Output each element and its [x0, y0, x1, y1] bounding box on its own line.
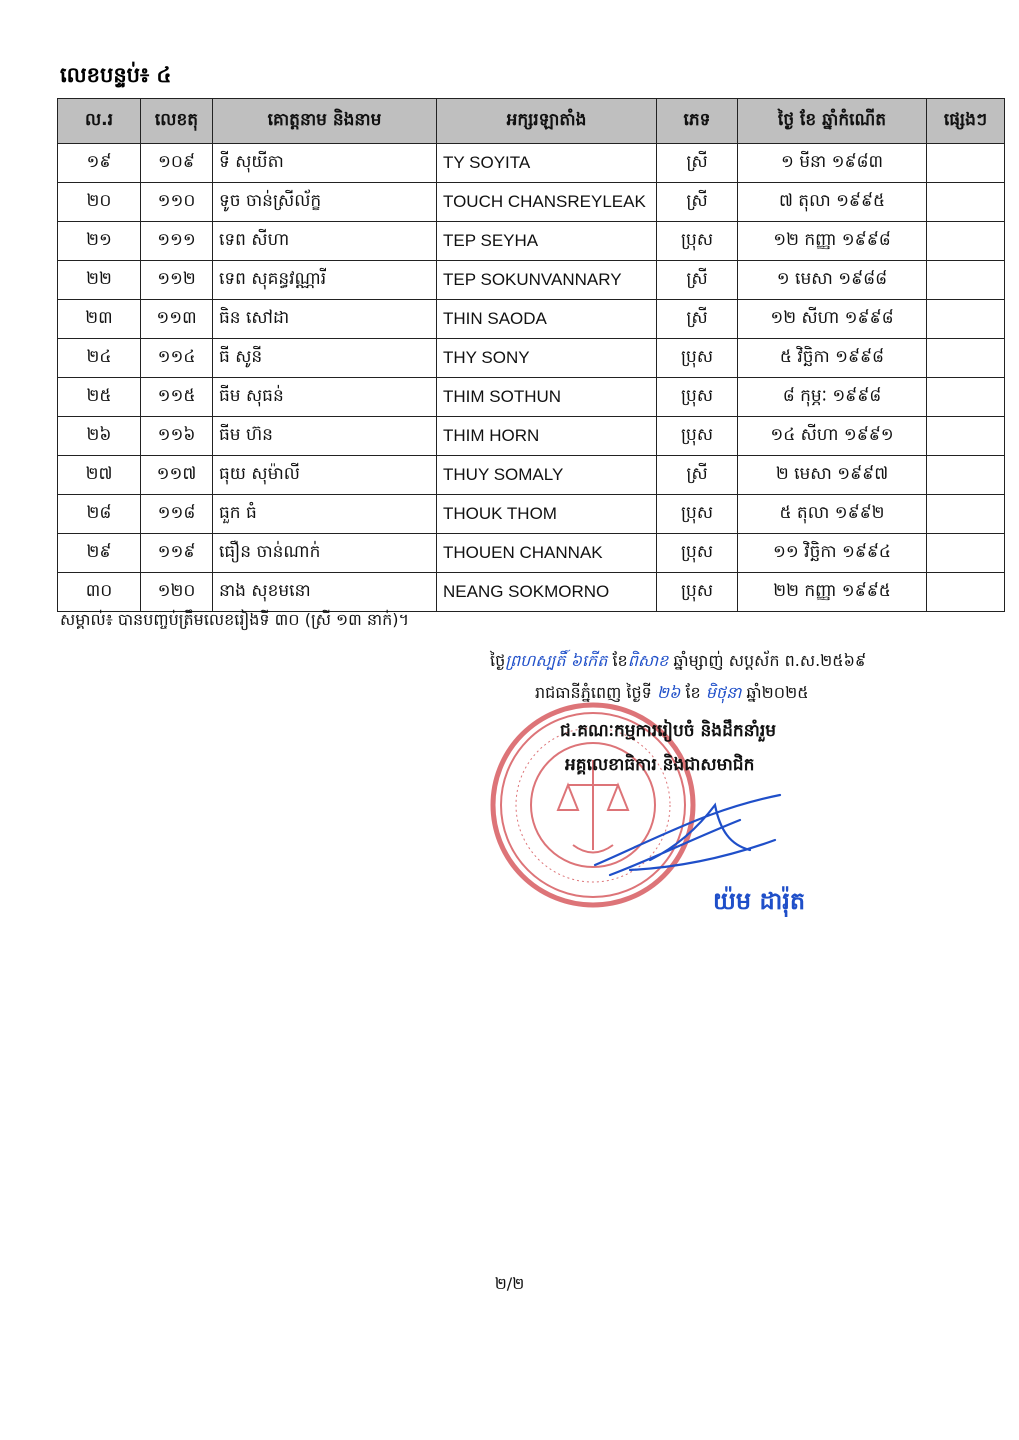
org-line-2: អគ្គលេខាធិការ និងជាសមាជិក — [565, 755, 755, 775]
table-row — [58, 573, 1005, 612]
row-number-cell: ២៥ — [58, 378, 141, 417]
desk-number-cell: ១១២ — [141, 261, 213, 300]
note-cell — [927, 144, 1005, 183]
desk-number-cell: ១១៣ — [141, 300, 213, 339]
lunar-date-line — [490, 650, 866, 674]
lunar-date-handwritten-day: ព្រហស្បតិ៍ ៦កើត — [505, 651, 608, 670]
row-number-cell: ២៦ — [58, 417, 141, 456]
desk-number-cell: ១១៦ — [141, 417, 213, 456]
desk-number-cell: ១០៩ — [141, 144, 213, 183]
desk-number-cell: ១១៥ — [141, 378, 213, 417]
sex-cell: ប្រុស — [657, 573, 738, 612]
solar-date-handwritten-month: មិថុនា — [705, 683, 742, 702]
note-cell — [927, 573, 1005, 612]
birth-date-cell: ១ មេសា ១៩៨៨ — [738, 261, 927, 300]
birth-date-cell: ១១ វិច្ឆិកា ១៩៩៤ — [738, 534, 927, 573]
row-number-cell: ២៣ — [58, 300, 141, 339]
name-khmer-cell: ធីម ហ៊ន — [213, 417, 437, 456]
sex-cell: ស្រី — [657, 261, 738, 300]
name-latin-cell: TEP SEYHA — [437, 222, 657, 261]
sex-cell: ប្រុស — [657, 495, 738, 534]
row-number-cell: ២២ — [58, 261, 141, 300]
name-khmer-cell: ធី សូនី — [213, 339, 437, 378]
birth-date-cell: ៥ វិច្ឆិកា ១៩៩៨ — [738, 339, 927, 378]
row-number-cell: ២៩ — [58, 534, 141, 573]
solar-date-prefix: រាជធានីភ្នំពេញ ថ្ងៃទី — [535, 683, 652, 702]
birth-date-cell: ២ មេសា ១៩៩៧ — [738, 456, 927, 495]
birth-date-cell: ១២ សីហា ១៩៩៨ — [738, 300, 927, 339]
row-number-cell: ៣០ — [58, 573, 141, 612]
desk-number-cell: ១១៧ — [141, 456, 213, 495]
table-row — [58, 378, 1005, 417]
table-row — [58, 144, 1005, 183]
table-row — [58, 534, 1005, 573]
page-number: ២/២ — [494, 1274, 525, 1293]
name-latin-cell: THOUK THOM — [437, 495, 657, 534]
sex-cell: ស្រី — [657, 456, 738, 495]
name-latin-cell: TOUCH CHANSREYLEAK — [437, 183, 657, 222]
note-cell — [927, 183, 1005, 222]
sex-cell: ប្រុស — [657, 534, 738, 573]
row-number-cell: ២៤ — [58, 339, 141, 378]
solar-date-handwritten-day: ២៦ — [656, 683, 681, 702]
name-latin-cell: THIM SOTHUN — [437, 378, 657, 417]
table-row — [58, 183, 1005, 222]
name-latin-cell: THUY SOMALY — [437, 456, 657, 495]
birth-date-cell: ១២ កញ្ញា ១៩៩៨ — [738, 222, 927, 261]
table-row — [58, 261, 1005, 300]
birth-date-cell: ១៤ សីហា ១៩៩១ — [738, 417, 927, 456]
footnote: សម្គាល់៖ បានបញ្ចប់ត្រឹមលេខរៀងទី ៣០ (ស្រី ១៣ នាក់)។ — [60, 610, 410, 629]
table-header-row — [58, 99, 1005, 144]
sex-cell: ស្រី — [657, 144, 738, 183]
row-number-cell: ២៧ — [58, 456, 141, 495]
desk-number-cell: ១១១ — [141, 222, 213, 261]
name-khmer-cell: ធួក ធំ — [213, 495, 437, 534]
lunar-month-label: ខែ — [612, 651, 628, 670]
candidate-table — [57, 98, 1005, 612]
row-number-cell: ២៨ — [58, 495, 141, 534]
note-cell — [927, 300, 1005, 339]
note-cell — [927, 456, 1005, 495]
solar-month-label: ខែ — [685, 683, 701, 702]
header-dob: ថ្ងៃ ខែ ឆ្នាំកំណើត — [738, 99, 927, 144]
birth-date-cell: ៧ តុលា ១៩៩៥ — [738, 183, 927, 222]
sex-cell: ស្រី — [657, 300, 738, 339]
header-other: ផ្សេងៗ — [927, 99, 1005, 144]
sex-cell: ប្រុស — [657, 339, 738, 378]
desk-number-cell: ១១៤ — [141, 339, 213, 378]
lunar-date-prefix: ថ្ងៃ — [490, 651, 506, 670]
name-khmer-cell: ទី សុយីតា — [213, 144, 437, 183]
name-khmer-cell: ទូច ចាន់ស្រីល័ក្ខ — [213, 183, 437, 222]
sex-cell: ប្រុស — [657, 417, 738, 456]
name-khmer-cell: ធីម សុធន់ — [213, 378, 437, 417]
table-row — [58, 222, 1005, 261]
desk-number-cell: ១១៩ — [141, 534, 213, 573]
header-no: ល.រ — [58, 99, 141, 144]
note-cell — [927, 222, 1005, 261]
desk-number-cell: ១១៨ — [141, 495, 213, 534]
signature-icon — [590, 790, 790, 880]
desk-number-cell: ១២០ — [141, 573, 213, 612]
name-latin-cell: TEP SOKUNVANNARY — [437, 261, 657, 300]
birth-date-cell: ២២ កញ្ញា ១៩៩៥ — [738, 573, 927, 612]
room-number-title: លេខបន្ទប់៖ ៤ — [60, 63, 172, 87]
note-cell — [927, 417, 1005, 456]
birth-date-cell: ៨ កុម្ភៈ ១៩៩៨ — [738, 378, 927, 417]
birth-date-cell: ១ មីនា ១៩៨៣ — [738, 144, 927, 183]
table-row — [58, 417, 1005, 456]
sex-cell: ប្រុស — [657, 222, 738, 261]
signer-name: យ៉ម ដារ៉ុត — [713, 887, 806, 915]
name-khmer-cell: ទេព សីហា — [213, 222, 437, 261]
sex-cell: ប្រុស — [657, 378, 738, 417]
note-cell — [927, 534, 1005, 573]
name-latin-cell: TY SOYITA — [437, 144, 657, 183]
row-number-cell: ១៩ — [58, 144, 141, 183]
table-row — [58, 456, 1005, 495]
name-latin-cell: THIM HORN — [437, 417, 657, 456]
header-name-kh: គោត្តនាម និងនាម — [213, 99, 437, 144]
header-desk: លេខតុ — [141, 99, 213, 144]
name-latin-cell: THOUEN CHANNAK — [437, 534, 657, 573]
name-khmer-cell: ធឿន ចាន់ណាក់ — [213, 534, 437, 573]
name-khmer-cell: ទេព សុគន្ធវណ្ណារី — [213, 261, 437, 300]
name-khmer-cell: នាង សុខមនោ — [213, 573, 437, 612]
header-name-latin: អក្សរឡាតាំង — [437, 99, 657, 144]
name-latin-cell: THIN SAODA — [437, 300, 657, 339]
row-number-cell: ២១ — [58, 222, 141, 261]
name-khmer-cell: ធិន សៅដា — [213, 300, 437, 339]
sex-cell: ស្រី — [657, 183, 738, 222]
table-row — [58, 495, 1005, 534]
note-cell — [927, 378, 1005, 417]
table-row — [58, 339, 1005, 378]
desk-number-cell: ១១០ — [141, 183, 213, 222]
note-cell — [927, 261, 1005, 300]
name-latin-cell: NEANG SOKMORNO — [437, 573, 657, 612]
lunar-date-handwritten-month: ពិសាខ — [627, 651, 669, 670]
header-sex: ភេទ — [657, 99, 738, 144]
table-row — [58, 300, 1005, 339]
solar-date-suffix: ឆ្នាំ២០២៥ — [746, 683, 809, 702]
name-latin-cell: THY SONY — [437, 339, 657, 378]
birth-date-cell: ៥ តុលា ១៩៩២ — [738, 495, 927, 534]
name-khmer-cell: ធុយ សុម៉ាលី — [213, 456, 437, 495]
row-number-cell: ២០ — [58, 183, 141, 222]
lunar-date-suffix: ឆ្នាំម្សាញ់ សប្តស័ក ព.ស.២៥៦៩ — [673, 651, 867, 670]
note-cell — [927, 495, 1005, 534]
org-line-1: ជ.គណៈកម្មការរៀបចំ និងដឹកនាំរួម — [560, 721, 777, 741]
note-cell — [927, 339, 1005, 378]
